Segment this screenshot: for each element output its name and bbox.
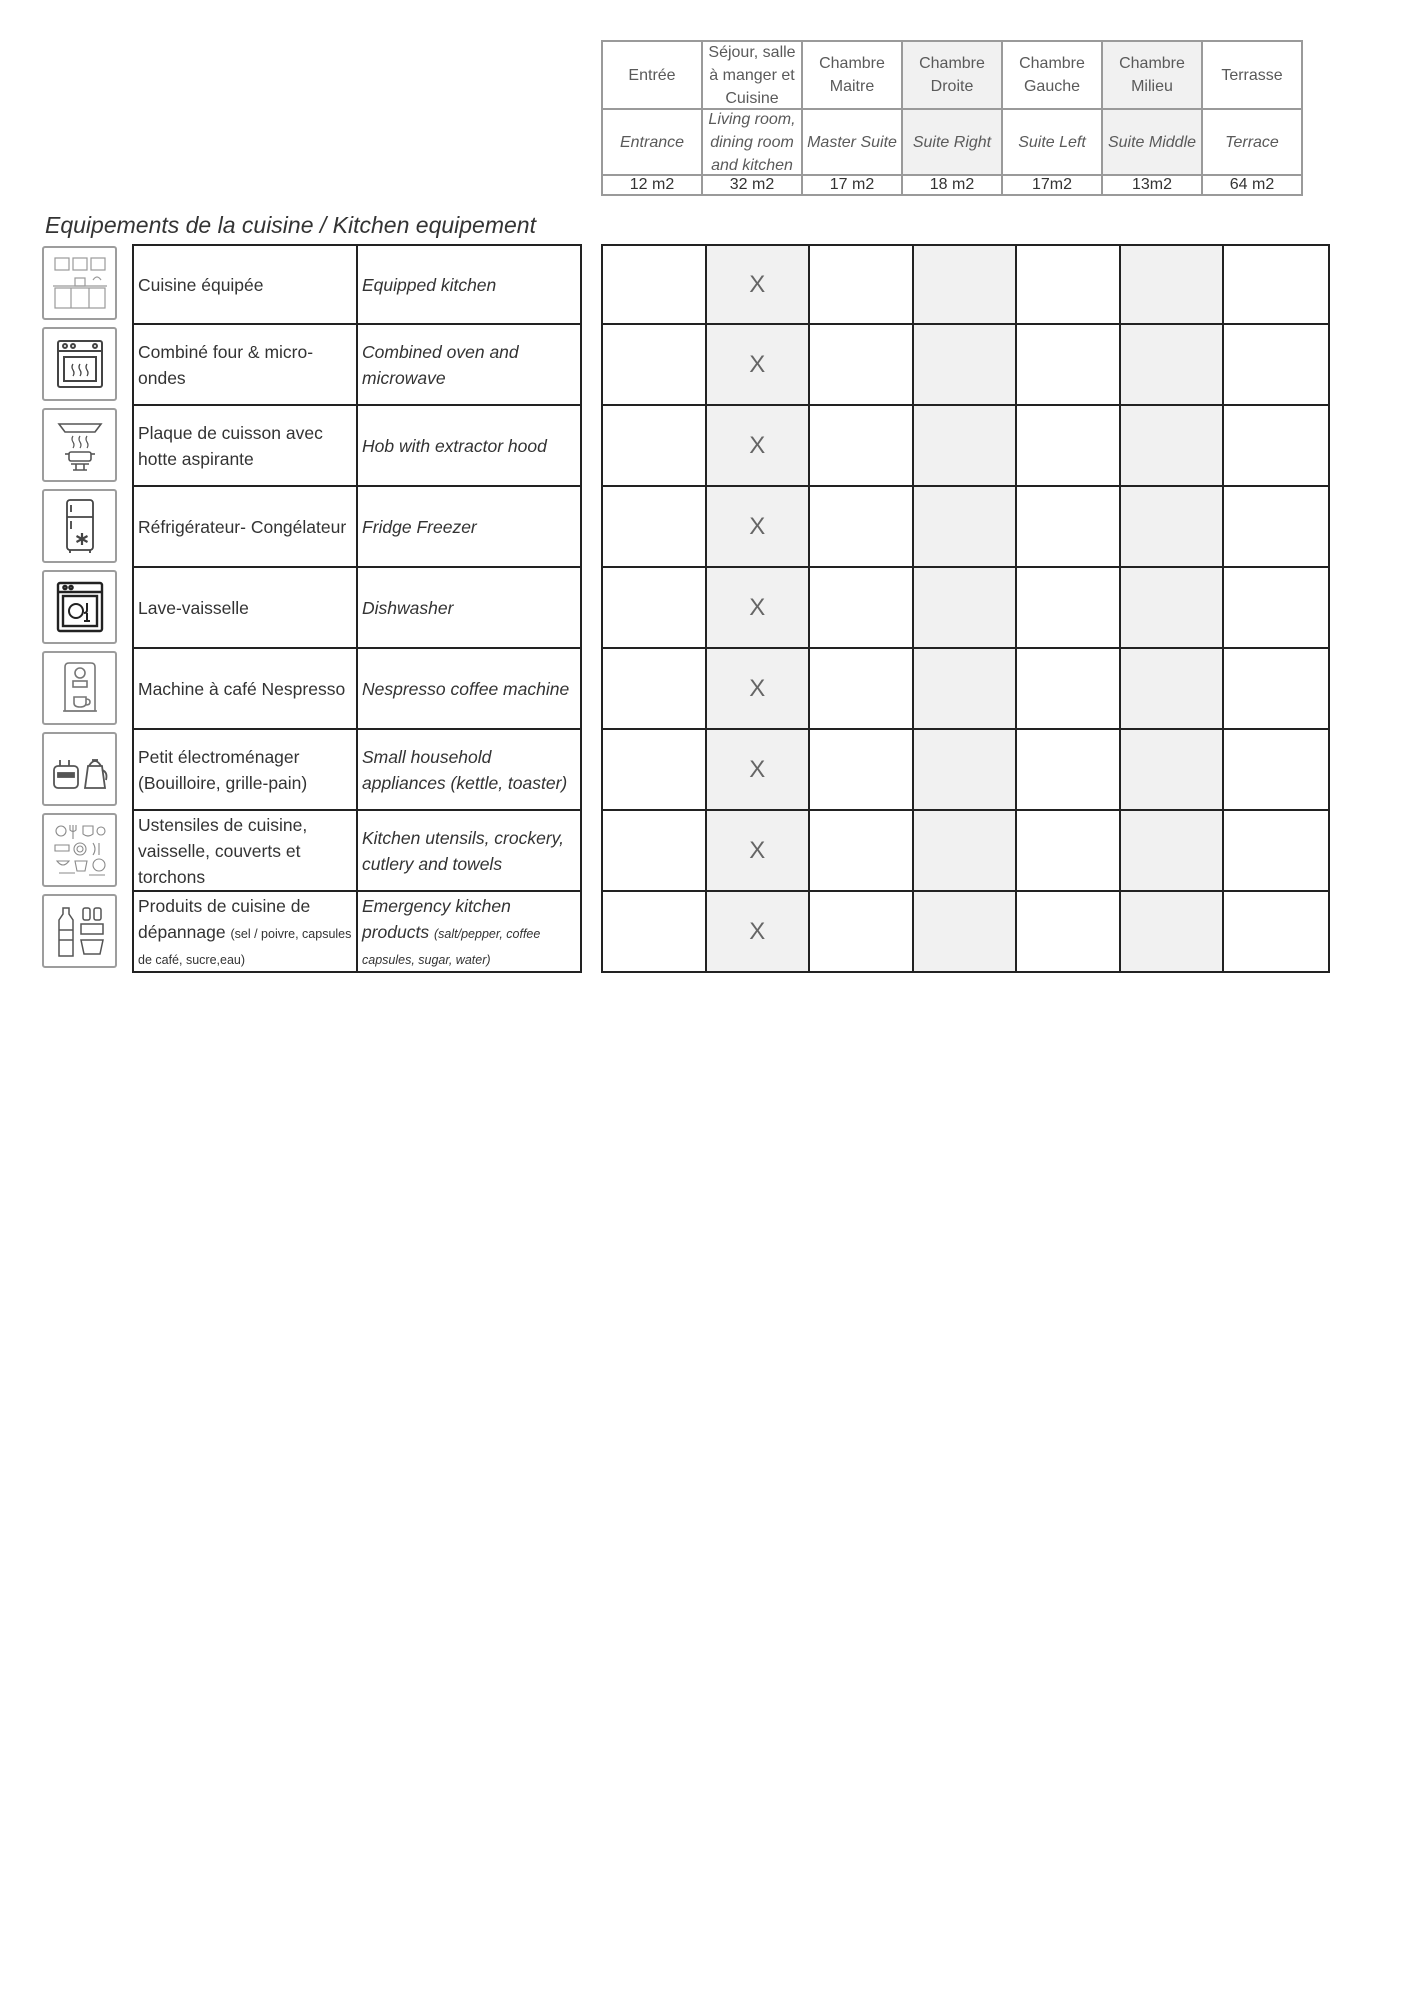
- room-name-en: Suite Left: [1001, 108, 1103, 176]
- availability-cell: X: [707, 892, 811, 971]
- availability-cell: [810, 568, 914, 647]
- room-header-table: [601, 40, 1328, 194]
- availability-cell: [810, 892, 914, 971]
- availability-cell: [914, 406, 1018, 485]
- equipment-table: [40, 244, 1330, 973]
- availability-cell: [914, 730, 1018, 809]
- fridge-icon: [42, 489, 117, 563]
- availability-cell: [914, 649, 1018, 728]
- room-availability-grid: [601, 890, 1330, 973]
- availability-cell: [603, 568, 707, 647]
- availability-cell: [1017, 406, 1121, 485]
- equipment-description: [132, 566, 582, 649]
- kitchen-icon: [42, 246, 117, 320]
- availability-cell: [603, 892, 707, 971]
- availability-cell: [1224, 325, 1328, 404]
- room-availability-grid: [601, 728, 1330, 811]
- availability-cell: X: [707, 568, 811, 647]
- dishwasher-icon: [42, 570, 117, 644]
- room-areas-row: [601, 174, 1328, 194]
- availability-cell: [603, 811, 707, 890]
- room-name-fr: Entrée: [601, 40, 703, 110]
- room-area: 13m2: [1101, 174, 1203, 196]
- room-name-en: Living room, dining room and kitchen: [701, 108, 803, 176]
- equipment-description: [132, 485, 582, 568]
- availability-cell: [1224, 406, 1328, 485]
- availability-cell: [914, 568, 1018, 647]
- oven-icon: [42, 327, 117, 401]
- availability-cell: [1121, 246, 1225, 323]
- availability-cell: [1121, 730, 1225, 809]
- availability-cell: X: [707, 406, 811, 485]
- room-name-en: Entrance: [601, 108, 703, 176]
- availability-cell: [1121, 649, 1225, 728]
- availability-cell: [914, 246, 1018, 323]
- availability-cell: [603, 730, 707, 809]
- equipment-name-fr: Réfrigérateur- Congélateur: [134, 487, 358, 566]
- availability-cell: [1121, 892, 1225, 971]
- room-availability-grid: [601, 566, 1330, 649]
- equipment-row: [40, 892, 1330, 973]
- availability-cell: [1017, 811, 1121, 890]
- availability-cell: X: [707, 649, 811, 728]
- room-names-en-row: [601, 108, 1328, 174]
- room-name-fr: Chambre Gauche: [1001, 40, 1103, 110]
- equipment-description: [132, 728, 582, 811]
- equipment-name-en: Small household appliances (kettle, toaster): [362, 746, 568, 793]
- equipment-name-en: Hob with extractor hood: [362, 435, 547, 456]
- room-name-fr: Chambre Droite: [901, 40, 1003, 110]
- equipment-row: [40, 406, 1330, 487]
- room-name-fr: Terrasse: [1201, 40, 1303, 110]
- equipment-name-fr: Cuisine équipée: [134, 246, 358, 323]
- availability-cell: X: [707, 487, 811, 566]
- pantry-products-icon: [42, 894, 117, 968]
- availability-cell: [810, 730, 914, 809]
- room-name-en: Suite Right: [901, 108, 1003, 176]
- equipment-row: [40, 244, 1330, 325]
- availability-cell: [1017, 730, 1121, 809]
- equipment-name-fr: Machine à café Nespresso: [134, 649, 358, 728]
- availability-cell: [1224, 568, 1328, 647]
- availability-cell: [1121, 811, 1225, 890]
- equipment-description: [132, 809, 582, 892]
- room-availability-grid: [601, 809, 1330, 892]
- toaster-kettle-icon: [42, 732, 117, 806]
- availability-cell: [810, 649, 914, 728]
- availability-cell: [1224, 487, 1328, 566]
- equipment-name-fr: Lave-vaisselle: [134, 568, 358, 647]
- coffee-machine-icon: [42, 651, 117, 725]
- room-name-fr: Chambre Maitre: [801, 40, 903, 110]
- room-names-fr-row: [601, 40, 1328, 108]
- equipment-name-fr: Ustensiles de cuisine, vaisselle, couverts et torchons: [134, 811, 358, 890]
- equipment-row: [40, 487, 1330, 568]
- room-availability-grid: [601, 244, 1330, 325]
- equipment-name-en: Dishwasher: [362, 597, 454, 618]
- equipment-name-en: Fridge Freezer: [362, 516, 477, 537]
- availability-cell: [1017, 487, 1121, 566]
- room-area: 17m2: [1001, 174, 1103, 196]
- availability-cell: [1224, 246, 1328, 323]
- room-availability-grid: [601, 323, 1330, 406]
- room-name-fr: Chambre Milieu: [1101, 40, 1203, 110]
- room-name-en: Master Suite: [801, 108, 903, 176]
- equipment-name-fr: Petit électroménager (Bouilloire, grille-pain): [134, 730, 358, 809]
- equipment-name-en: Equipped kitchen: [362, 274, 497, 295]
- availability-cell: [810, 487, 914, 566]
- equipment-description: [132, 647, 582, 730]
- room-area: 12 m2: [601, 174, 703, 196]
- availability-cell: [914, 487, 1018, 566]
- availability-cell: [1017, 246, 1121, 323]
- availability-cell: [810, 325, 914, 404]
- availability-cell: [1224, 649, 1328, 728]
- room-area: 17 m2: [801, 174, 903, 196]
- equipment-row: [40, 649, 1330, 730]
- availability-cell: [1017, 649, 1121, 728]
- equipment-name-fr-main: Produits de cuisine de dépannage: [138, 895, 311, 942]
- availability-cell: [1017, 892, 1121, 971]
- utensils-icon: [42, 813, 117, 887]
- room-availability-grid: [601, 485, 1330, 568]
- equipment-note-fr: (sel / poivre, capsules de café, sucre,eau): [138, 926, 352, 967]
- availability-cell: [914, 892, 1018, 971]
- room-name-fr: Séjour, salle à manger et Cuisine: [701, 40, 803, 110]
- section-title: Equipements de la cuisine / Kitchen equipement: [45, 212, 536, 238]
- availability-cell: [810, 811, 914, 890]
- availability-cell: [810, 406, 914, 485]
- equipment-name-en: [358, 892, 580, 971]
- availability-cell: [1121, 568, 1225, 647]
- room-name-en: Terrace: [1201, 108, 1303, 176]
- equipment-row: [40, 811, 1330, 892]
- availability-cell: [1017, 325, 1121, 404]
- room-name-en: Suite Middle: [1101, 108, 1203, 176]
- availability-cell: [1224, 892, 1328, 971]
- equipment-name-en: Combined oven and microwave: [362, 341, 519, 388]
- room-availability-grid: [601, 647, 1330, 730]
- availability-cell: [603, 325, 707, 404]
- availability-cell: X: [707, 246, 811, 323]
- availability-cell: [914, 811, 1018, 890]
- availability-cell: [1017, 568, 1121, 647]
- equipment-row: [40, 730, 1330, 811]
- equipment-description: [132, 404, 582, 487]
- availability-cell: [603, 649, 707, 728]
- availability-cell: [1224, 811, 1328, 890]
- equipment-row: [40, 325, 1330, 406]
- room-area: 32 m2: [701, 174, 803, 196]
- availability-cell: X: [707, 730, 811, 809]
- availability-cell: [1121, 325, 1225, 404]
- equipment-name-fr: Combiné four & micro-ondes: [134, 325, 358, 404]
- availability-cell: [603, 406, 707, 485]
- availability-cell: X: [707, 325, 811, 404]
- room-area: 18 m2: [901, 174, 1003, 196]
- equipment-row: [40, 568, 1330, 649]
- equipment-description: [132, 323, 582, 406]
- availability-cell: [603, 487, 707, 566]
- equipment-note-en: (salt/pepper, coffee capsules, sugar, water): [362, 926, 541, 967]
- equipment-name-en: Kitchen utensils, crockery, cutlery and towels: [362, 827, 564, 874]
- availability-cell: [810, 246, 914, 323]
- equipment-name-fr: Plaque de cuisson avec hotte aspirante: [134, 406, 358, 485]
- availability-cell: [603, 246, 707, 323]
- availability-cell: [1121, 406, 1225, 485]
- equipment-name-fr: [134, 892, 358, 971]
- equipment-name-en-main: Emergency kitchen products: [362, 895, 511, 942]
- equipment-name-en: Nespresso coffee machine: [362, 678, 570, 699]
- availability-cell: [1224, 730, 1328, 809]
- room-area: 64 m2: [1201, 174, 1303, 196]
- availability-cell: [914, 325, 1018, 404]
- hob-hood-icon: [42, 408, 117, 482]
- equipment-description: [132, 890, 582, 973]
- room-availability-grid: [601, 404, 1330, 487]
- availability-cell: X: [707, 811, 811, 890]
- availability-cell: [1121, 487, 1225, 566]
- equipment-description: [132, 244, 582, 325]
